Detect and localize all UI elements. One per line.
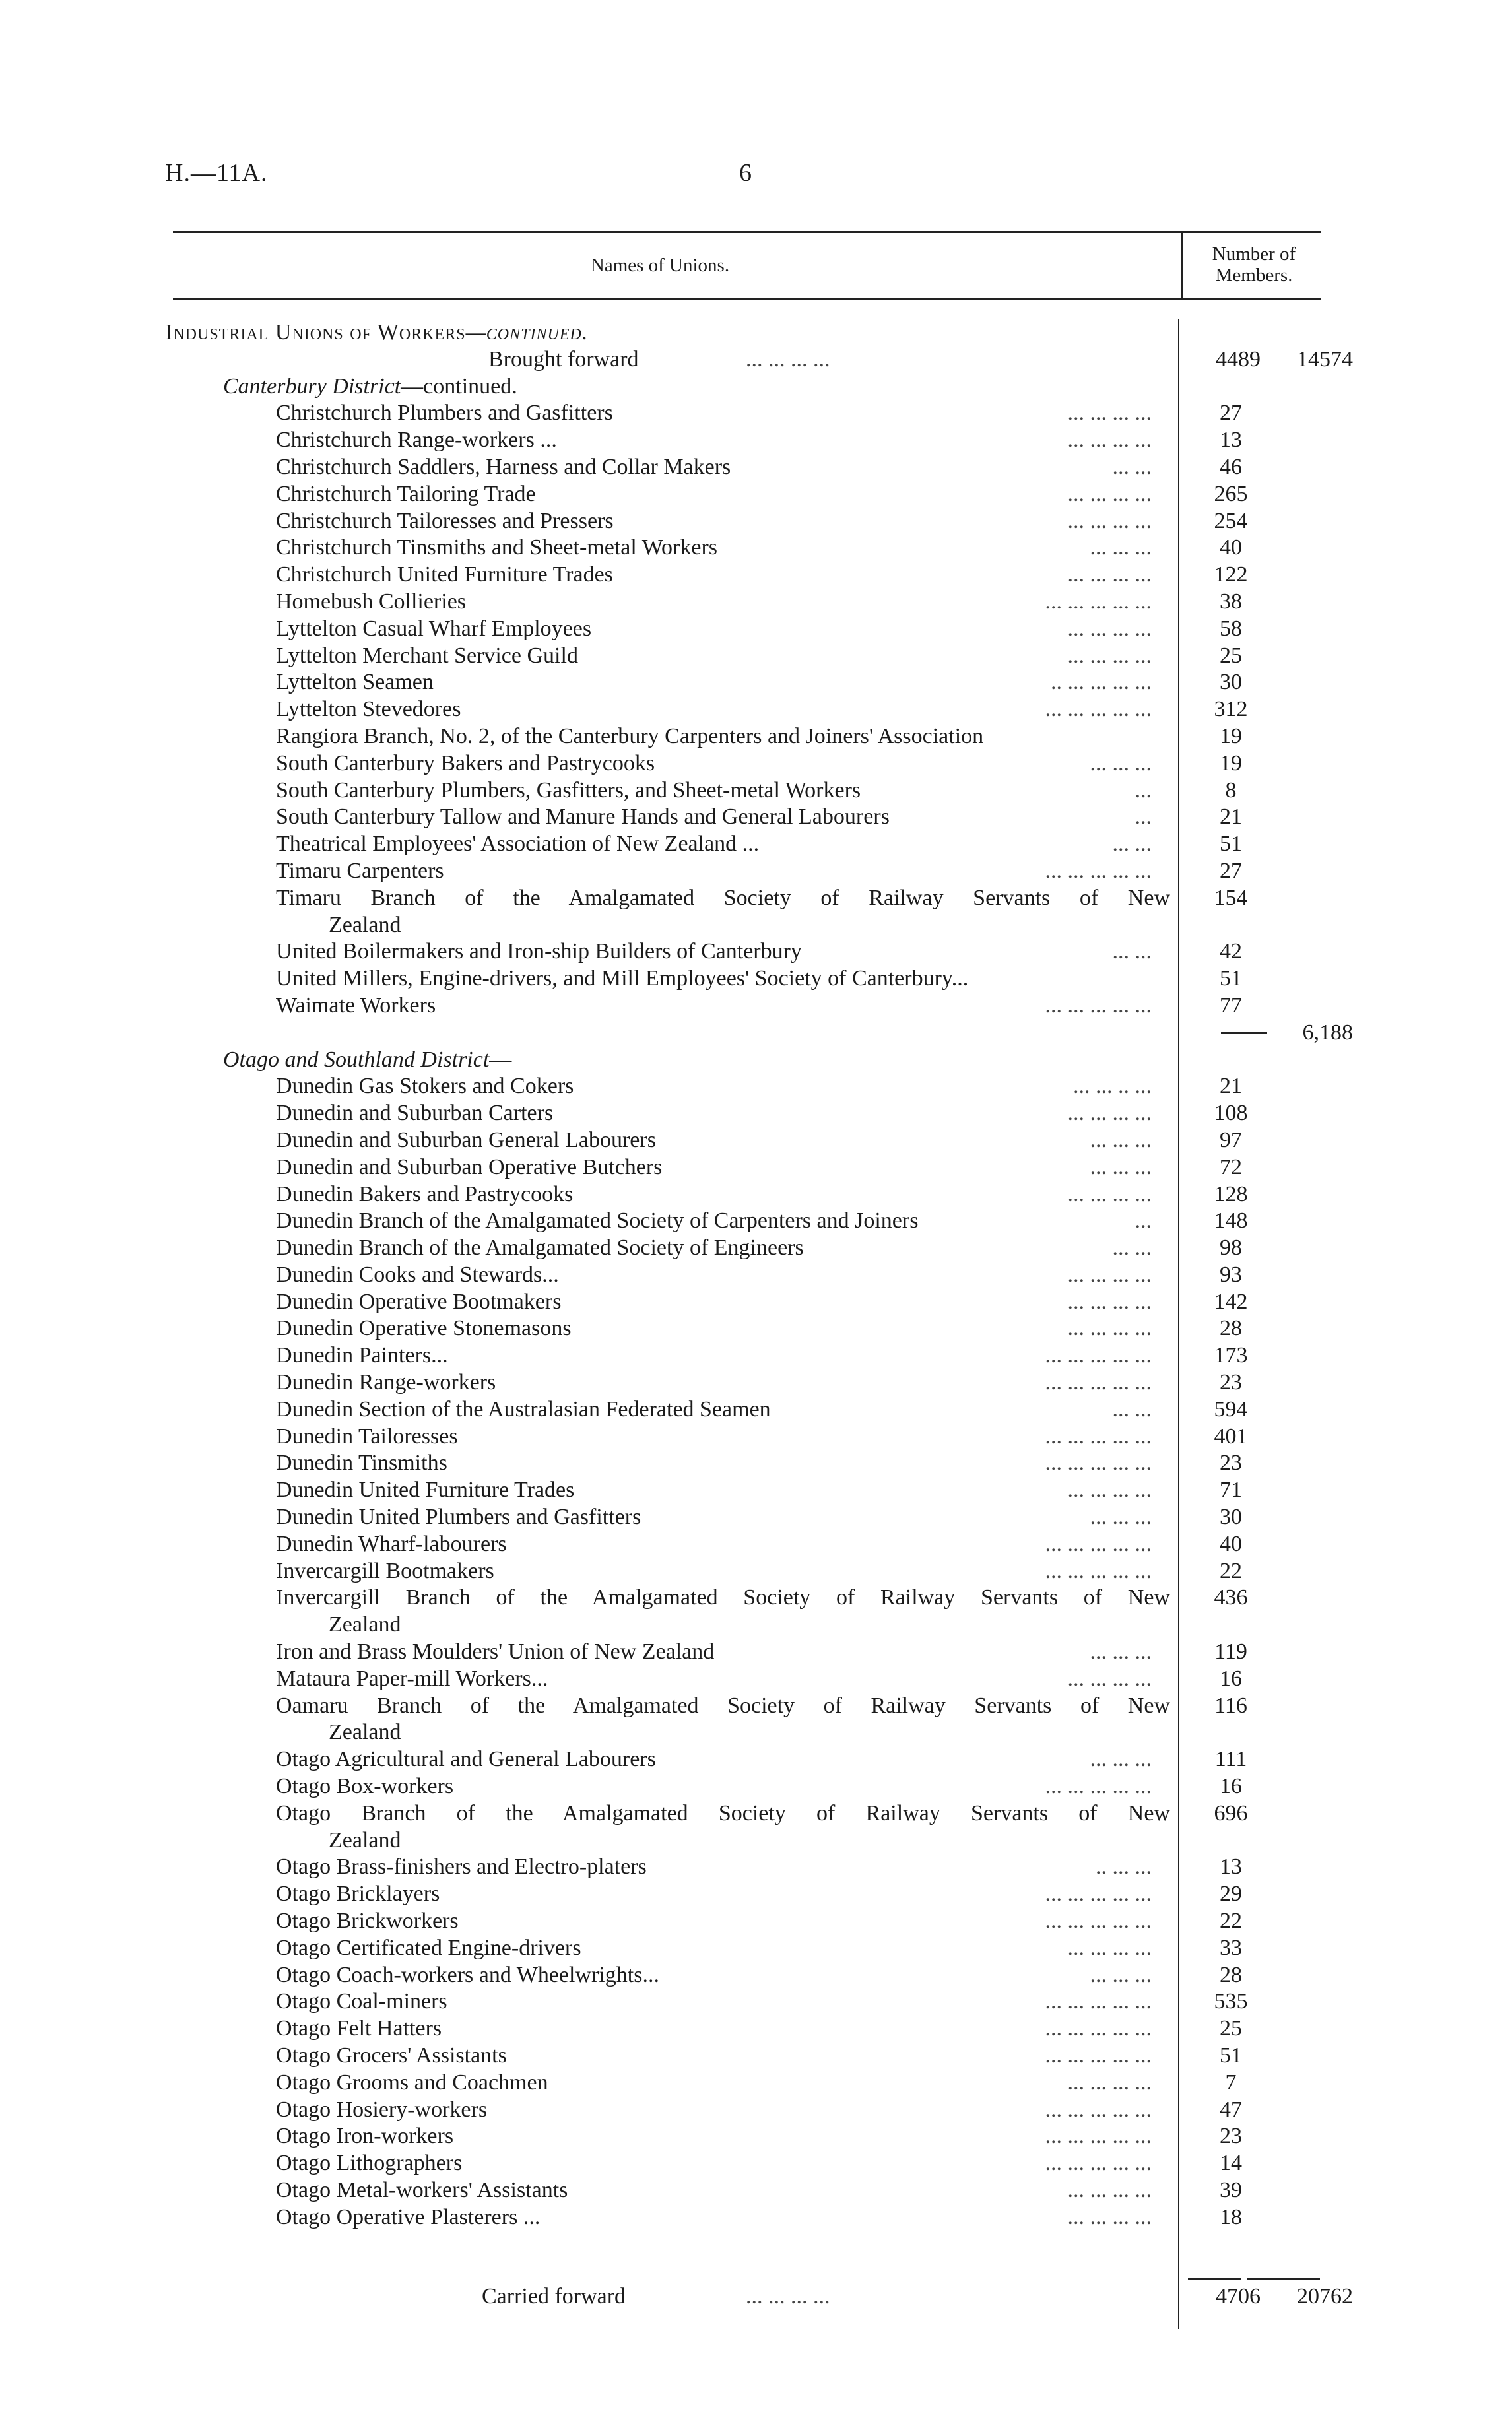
- union-name: Otago Iron-workers: [276, 2124, 454, 2149]
- table-row: [165, 1504, 1333, 1531]
- leader-dots: ... ... ... ...: [1067, 616, 1152, 641]
- member-count: 116: [1214, 1693, 1247, 1718]
- leader-dots: ... ... ...: [1090, 1962, 1152, 1987]
- section-heading-row: [165, 319, 1333, 346]
- leader-dots: ... ... ... ... ...: [1045, 1424, 1152, 1449]
- leader-dots: ... ... ... ...: [1067, 1666, 1152, 1691]
- member-count: 7: [1225, 2070, 1237, 2095]
- leader-dots: ... ... ... ... ...: [1045, 1909, 1152, 1934]
- union-name: Homebush Collieries: [276, 589, 467, 614]
- member-count: 28: [1220, 1962, 1242, 1987]
- union-name: Otago Operative Plasterers ...: [276, 2204, 541, 2229]
- member-count: 119: [1214, 1639, 1247, 1664]
- leader-dots: ... ... ...: [1090, 535, 1152, 560]
- table-row-continuation: [165, 912, 1333, 939]
- member-count: 40: [1220, 1531, 1242, 1556]
- table-row: [165, 1127, 1333, 1154]
- union-name: Dunedin United Plumbers and Gasfitters: [276, 1505, 641, 1530]
- otago-rows-mid2: [165, 1746, 1333, 1800]
- table-row: [165, 589, 1333, 616]
- member-count: 19: [1220, 750, 1242, 775]
- canterbury-heading-row: [165, 374, 1333, 401]
- union-name: Christchurch Tailoring Trade: [276, 481, 536, 506]
- union-name: Christchurch Saddlers, Harness and Collar Makers: [276, 454, 731, 479]
- table-row: [165, 1881, 1333, 1908]
- leader-dots: ... ... ... ... ...: [1045, 2016, 1152, 2041]
- leader-dots: ... ... ...: [1090, 750, 1152, 775]
- leader-dots: ... ... ... ...: [1067, 428, 1152, 453]
- unions-table: [165, 319, 1353, 2231]
- carried-forward-col1: 4706: [1216, 2284, 1261, 2309]
- leader-dots: ... ... .. ...: [1073, 1074, 1152, 1099]
- leader-dots: ... ... ... ...: [1067, 1478, 1152, 1503]
- carried-forward-rule-col1: [1188, 2278, 1241, 2280]
- union-name-continuation: Zealand: [329, 1612, 401, 1637]
- union-name: Otago Certificated Engine-drivers: [276, 1935, 581, 1960]
- leader-dots: ... ... ... ... ...: [1045, 1451, 1152, 1476]
- otago-heading-row: [165, 1047, 1333, 1074]
- canterbury-rows-after: [165, 938, 1333, 1019]
- table-row: [165, 1477, 1333, 1504]
- member-count: 23: [1220, 2124, 1242, 2149]
- brought-forward-col2: 14574: [1297, 346, 1353, 372]
- union-name: Dunedin Branch of the Amalgamated Society of Engineers: [276, 1235, 804, 1261]
- table-row: [165, 1666, 1333, 1693]
- brought-forward-dots: ... ... ... ...: [746, 346, 830, 372]
- union-name: Dunedin Branch of the Amalgamated Society of Carpenters and Joiners: [276, 1208, 919, 1233]
- union-name: Otago Brickworkers: [276, 1909, 459, 1934]
- union-name: South Canterbury Tallow and Manure Hands and General Labourers: [276, 805, 890, 830]
- table-row: [165, 1289, 1333, 1316]
- leader-dots: ... ...: [1112, 1397, 1152, 1422]
- member-count: 46: [1220, 454, 1242, 479]
- leader-dots: ... ... ... ... ...: [1045, 993, 1152, 1018]
- union-name: Otago Coal-miners: [276, 1989, 447, 2014]
- leader-dots: .. ... ... ... ...: [1051, 670, 1152, 695]
- member-count: 22: [1220, 1558, 1242, 1583]
- member-count: 111: [1214, 1747, 1247, 1772]
- table-row: [165, 2016, 1333, 2043]
- member-count: 42: [1220, 939, 1242, 964]
- member-count: 51: [1220, 832, 1242, 857]
- union-name: Dunedin Gas Stokers and Cokers: [276, 1074, 574, 1099]
- table-row: [165, 2097, 1333, 2124]
- table-row: [165, 1073, 1333, 1100]
- table-row: [165, 427, 1333, 454]
- table-row: [165, 2123, 1333, 2150]
- member-count: 40: [1220, 535, 1242, 560]
- member-count: 27: [1220, 401, 1242, 426]
- leader-dots: ... ... ... ...: [1067, 2177, 1152, 2202]
- member-count: 51: [1220, 966, 1242, 991]
- leader-dots: ... ... ... ... ...: [1045, 1370, 1152, 1395]
- table-row: [165, 508, 1333, 535]
- union-name: Otago Box-workers: [276, 1774, 454, 1799]
- union-name: Invercargill Bootmakers: [276, 1558, 494, 1583]
- member-count: 27: [1220, 858, 1242, 883]
- union-name: Christchurch Range-workers ...: [276, 428, 557, 453]
- union-name: Dunedin Tinsmiths: [276, 1451, 447, 1476]
- members-column-header-line1: Number of: [1212, 244, 1296, 265]
- leader-dots: ... ...: [1112, 939, 1152, 964]
- union-name: South Canterbury Bakers and Pastrycooks: [276, 750, 655, 775]
- union-name: Christchurch Plumbers and Gasfitters: [276, 401, 613, 426]
- member-count: 122: [1214, 562, 1248, 587]
- union-name: Dunedin and Suburban Carters: [276, 1101, 554, 1126]
- table-row: [165, 1315, 1333, 1342]
- union-name: Otago Grooms and Coachmen: [276, 2070, 548, 2095]
- table-row-continuation: [165, 1827, 1333, 1855]
- union-name-continuation: Zealand: [329, 912, 401, 937]
- leader-dots: ... ... ... ...: [1067, 1262, 1152, 1287]
- union-name: Otago Agricultural and General Labourers: [276, 1747, 656, 1772]
- leader-dots: ... ... ... ... ...: [1045, 1531, 1152, 1556]
- brought-forward-col1: 4489: [1216, 346, 1261, 372]
- union-name: Dunedin Section of the Australasian Federated Seamen: [276, 1397, 771, 1422]
- union-name: South Canterbury Plumbers, Gasfitters, and Sheet-metal Workers: [276, 777, 861, 803]
- member-count: 13: [1220, 1855, 1242, 1880]
- union-name: Rangiora Branch, No. 2, of the Canterbury Carpenters and Joiners' Association: [276, 723, 984, 748]
- union-name: Otago Branch of the Amalgamated Society of Railway Servants of New: [276, 1800, 1170, 1825]
- union-name: Lyttelton Merchant Service Guild: [276, 643, 578, 668]
- table-row: [165, 1181, 1333, 1208]
- table-row: [165, 535, 1333, 562]
- member-count: 29: [1220, 1882, 1242, 1907]
- member-count: 22: [1220, 1909, 1242, 1934]
- leader-dots: .. ... ...: [1096, 1855, 1152, 1880]
- header-column-divider: [1181, 232, 1183, 298]
- union-name: Waimate Workers: [276, 993, 436, 1018]
- table-row: [165, 1962, 1333, 1989]
- member-count: 58: [1220, 616, 1242, 641]
- union-name: Otago Felt Hatters: [276, 2016, 442, 2041]
- member-count: 23: [1220, 1451, 1242, 1476]
- union-name: Otago Grocers' Assistants: [276, 2043, 507, 2068]
- table-row-continuation: [165, 1719, 1333, 1746]
- member-count: 16: [1220, 1774, 1242, 1799]
- union-name: Otago Bricklayers: [276, 1882, 440, 1907]
- union-name: Invercargill Branch of the Amalgamated Society of Railway Servants of New: [276, 1585, 1170, 1610]
- table-row: [165, 938, 1333, 966]
- leader-dots: ... ... ... ... ...: [1045, 2124, 1152, 2149]
- union-name: Dunedin Operative Stonemasons: [276, 1316, 572, 1341]
- table-row: [165, 1935, 1333, 1962]
- members-column-header-line2: Members.: [1215, 265, 1293, 286]
- member-count: 14: [1220, 2151, 1242, 2176]
- table-row: [165, 966, 1333, 993]
- table-row: [165, 643, 1333, 670]
- canterbury-rows: [165, 400, 1333, 884]
- union-name: Otago Metal-workers' Assistants: [276, 2177, 568, 2202]
- table-row: [165, 696, 1333, 723]
- table-row: [165, 885, 1333, 912]
- member-count: 254: [1214, 508, 1248, 533]
- union-name-continuation: Zealand: [329, 1720, 401, 1745]
- leader-dots: ... ... ... ...: [1067, 1316, 1152, 1341]
- member-count: 23: [1220, 1370, 1242, 1395]
- leader-dots: ... ... ... ...: [1067, 2204, 1152, 2229]
- member-count: 28: [1220, 1316, 1242, 1341]
- leader-dots: ... ...: [1112, 454, 1152, 479]
- table-row: [165, 1558, 1333, 1585]
- table-row: [165, 1262, 1333, 1289]
- table-row: [165, 831, 1333, 858]
- leader-dots: ...: [1134, 1208, 1152, 1233]
- leader-dots: ... ... ... ... ...: [1045, 2151, 1152, 2176]
- union-name: Dunedin Painters...: [276, 1343, 448, 1368]
- union-name: Lyttelton Stevedores: [276, 697, 461, 722]
- leader-dots: ... ... ... ...: [1067, 1935, 1152, 1960]
- union-name: Dunedin and Suburban General Labourers: [276, 1127, 656, 1152]
- member-count: 154: [1214, 885, 1248, 910]
- member-count: 21: [1220, 1074, 1242, 1099]
- member-count: 535: [1214, 1989, 1248, 2014]
- otago-rows-end: [165, 1854, 1333, 2231]
- member-count: 71: [1220, 1478, 1242, 1503]
- top-rule: [173, 231, 1321, 233]
- brought-forward-label: Brought forward: [488, 346, 639, 372]
- leader-dots: ... ... ... ...: [1067, 1181, 1152, 1206]
- leader-dots: ... ... ... ...: [1067, 401, 1152, 426]
- member-count: 47: [1220, 2097, 1242, 2122]
- carried-forward-dots: ... ... ... ...: [746, 2284, 830, 2309]
- leader-dots: ... ... ...: [1090, 1154, 1152, 1179]
- leader-dots: ... ... ... ...: [1067, 643, 1152, 668]
- otago-rows: [165, 1073, 1333, 1585]
- member-count: 8: [1225, 777, 1237, 803]
- table-row: [165, 1531, 1333, 1558]
- table-row: [165, 2070, 1333, 2097]
- leader-dots: ... ... ...: [1090, 1747, 1152, 1772]
- leader-dots: ... ... ... ... ...: [1045, 1774, 1152, 1799]
- leader-dots: ... ... ... ... ...: [1045, 589, 1152, 614]
- member-count: 312: [1214, 697, 1248, 722]
- member-count: 173: [1214, 1343, 1248, 1368]
- member-count: 19: [1220, 723, 1242, 748]
- union-name: Otago Coach-workers and Wheelwrights...: [276, 1962, 659, 1987]
- table-row: [165, 1424, 1333, 1451]
- table-row: [165, 1746, 1333, 1773]
- member-count: 436: [1214, 1585, 1248, 1610]
- union-name: Lyttelton Casual Wharf Employees: [276, 616, 592, 641]
- table-row: [165, 2150, 1333, 2177]
- leader-dots: ... ... ... ...: [1067, 481, 1152, 506]
- leader-dots: ... ... ...: [1090, 1639, 1152, 1664]
- union-name: Dunedin Cooks and Stewards...: [276, 1262, 559, 1287]
- union-name: United Boilermakers and Iron-ship Builders of Canterbury: [276, 939, 802, 964]
- member-count: 77: [1220, 993, 1242, 1018]
- table-row: [165, 2177, 1333, 2204]
- union-name: Timaru Carpenters: [276, 858, 444, 883]
- member-count: 148: [1214, 1208, 1248, 1233]
- page-number: 6: [739, 159, 752, 187]
- canterbury-subtotal-row: [165, 1020, 1353, 1047]
- leader-dots: ... ... ...: [1090, 1127, 1152, 1152]
- table-row: [165, 1693, 1333, 1720]
- table-row: [165, 454, 1333, 481]
- union-name: Dunedin and Suburban Operative Butchers: [276, 1154, 663, 1179]
- union-name: Oamaru Branch of the Amalgamated Society of Railway Servants of New: [276, 1693, 1170, 1718]
- table-row: [165, 1854, 1333, 1881]
- leader-dots: ... ... ... ...: [1067, 508, 1152, 533]
- otago-heading: Otago and Southland District—: [223, 1047, 512, 1072]
- table-row: [165, 481, 1333, 508]
- canterbury-subtotal: 6,188: [1302, 1020, 1353, 1045]
- union-name: Otago Lithographers: [276, 2151, 463, 2176]
- union-name: Dunedin Wharf-labourers: [276, 1531, 507, 1556]
- union-name: Mataura Paper-mill Workers...: [276, 1666, 548, 1691]
- union-name: Dunedin United Furniture Trades: [276, 1478, 575, 1503]
- union-name: Dunedin Bakers and Pastrycooks: [276, 1181, 574, 1206]
- leader-dots: ... ... ... ... ...: [1045, 858, 1152, 883]
- table-row: [165, 1450, 1333, 1477]
- page-reference: H.—11A.: [165, 159, 268, 187]
- header-bottom-rule: [173, 298, 1321, 300]
- member-count: 21: [1220, 805, 1242, 830]
- leader-dots: ... ... ... ... ...: [1045, 2097, 1152, 2122]
- leader-dots: ... ... ... ... ...: [1045, 2043, 1152, 2068]
- leader-dots: ... ... ... ...: [1067, 2070, 1152, 2095]
- names-column-header: Names of Unions.: [590, 255, 730, 276]
- carried-forward-rule-col2: [1247, 2278, 1320, 2280]
- leader-dots: ... ... ... ...: [1067, 1101, 1152, 1126]
- leader-dots: ... ...: [1112, 832, 1152, 857]
- table-row: [165, 1397, 1333, 1424]
- carried-forward-col2: 20762: [1297, 2284, 1353, 2309]
- union-name: Christchurch Tinsmiths and Sheet-metal Workers: [276, 535, 718, 560]
- leader-dots: ... ... ... ...: [1067, 1289, 1152, 1314]
- table-row: [165, 1908, 1333, 1935]
- leader-dots: ... ... ... ... ...: [1045, 1989, 1152, 2014]
- member-count: 128: [1214, 1181, 1248, 1206]
- table-row: [165, 750, 1333, 777]
- table-row: [165, 1154, 1333, 1181]
- union-name: Dunedin Operative Bootmakers: [276, 1289, 562, 1314]
- table-row: [165, 2043, 1333, 2070]
- member-count: 13: [1220, 428, 1242, 453]
- member-count: 98: [1220, 1235, 1242, 1261]
- leader-dots: ...: [1134, 805, 1152, 830]
- member-count: 16: [1220, 1666, 1242, 1691]
- member-count: 25: [1220, 2016, 1242, 2041]
- member-count: 18: [1220, 2204, 1242, 2229]
- table-row: [165, 1100, 1333, 1127]
- leader-dots: ... ...: [1112, 1235, 1152, 1261]
- leader-dots: ... ... ... ...: [1067, 562, 1152, 587]
- member-count: 30: [1220, 1505, 1242, 1530]
- table-row: [165, 993, 1333, 1020]
- page-header: [165, 158, 1320, 198]
- table-row: [165, 562, 1333, 589]
- table-row: [165, 777, 1333, 805]
- member-count: 97: [1220, 1127, 1242, 1152]
- canterbury-heading: Canterbury District—continued.: [223, 374, 517, 399]
- carried-forward-label: Carried forward: [482, 2284, 626, 2309]
- leader-dots: ...: [1134, 777, 1152, 803]
- subtotal-dash: [1221, 1032, 1267, 1034]
- member-count: 38: [1220, 589, 1242, 614]
- member-count: 33: [1220, 1935, 1242, 1960]
- member-count: 30: [1220, 670, 1242, 695]
- table-row: [165, 1235, 1333, 1262]
- member-count: 401: [1214, 1424, 1248, 1449]
- union-name: Iron and Brass Moulders' Union of New Zealand: [276, 1639, 715, 1664]
- union-name: Dunedin Tailoresses: [276, 1424, 458, 1449]
- section-heading: Industrial Unions of Workers—continued.: [165, 320, 589, 345]
- table-row: [165, 858, 1333, 885]
- union-name: Christchurch Tailoresses and Pressers: [276, 508, 614, 533]
- table-row: [165, 1342, 1333, 1369]
- table-row-continuation: [165, 1612, 1333, 1639]
- member-count: 594: [1214, 1397, 1248, 1422]
- union-name: Otago Brass-finishers and Electro-platers: [276, 1855, 647, 1880]
- table-row: [165, 1639, 1333, 1666]
- union-name: Otago Hosiery-workers: [276, 2097, 488, 2122]
- leader-dots: ... ... ... ... ...: [1045, 697, 1152, 722]
- member-count: 39: [1220, 2177, 1242, 2202]
- table-row: [165, 1208, 1333, 1235]
- table-row: [165, 616, 1333, 643]
- union-name: Theatrical Employees' Association of New Zealand ...: [276, 832, 760, 857]
- member-count: 265: [1214, 481, 1248, 506]
- carried-forward-row: [165, 2284, 1353, 2311]
- union-name-continuation: Zealand: [329, 1827, 401, 1853]
- otago-rows-mid: [165, 1639, 1333, 1693]
- table-row: [165, 400, 1333, 427]
- table-row: [165, 1585, 1333, 1612]
- union-name: Timaru Branch of the Amalgamated Society of Railway Servants of New: [276, 885, 1170, 910]
- table-row: [165, 1773, 1333, 1800]
- brought-forward-row: [165, 346, 1353, 374]
- member-count: 142: [1214, 1289, 1248, 1314]
- table-row: [165, 669, 1333, 696]
- member-count: 72: [1220, 1154, 1242, 1179]
- member-count: 108: [1214, 1101, 1248, 1126]
- member-count: 93: [1220, 1262, 1242, 1287]
- union-name: United Millers, Engine-drivers, and Mill Employees' Society of Canterbury...: [276, 966, 969, 991]
- table-row: [165, 1369, 1333, 1397]
- leader-dots: ... ... ... ... ...: [1045, 1558, 1152, 1583]
- table-row: [165, 723, 1333, 750]
- table-row: [165, 1988, 1333, 2016]
- leader-dots: ... ... ...: [1090, 1505, 1152, 1530]
- leader-dots: ... ... ... ... ...: [1045, 1343, 1152, 1368]
- union-name: Lyttelton Seamen: [276, 670, 434, 695]
- member-count: 25: [1220, 643, 1242, 668]
- table-row: [165, 1800, 1333, 1827]
- member-count: 696: [1214, 1800, 1248, 1825]
- union-name: Christchurch United Furniture Trades: [276, 562, 613, 587]
- member-count: 51: [1220, 2043, 1242, 2068]
- leader-dots: ... ... ... ... ...: [1045, 1882, 1152, 1907]
- table-row: [165, 804, 1333, 831]
- union-name: Dunedin Range-workers: [276, 1370, 496, 1395]
- table-row: [165, 2204, 1333, 2231]
